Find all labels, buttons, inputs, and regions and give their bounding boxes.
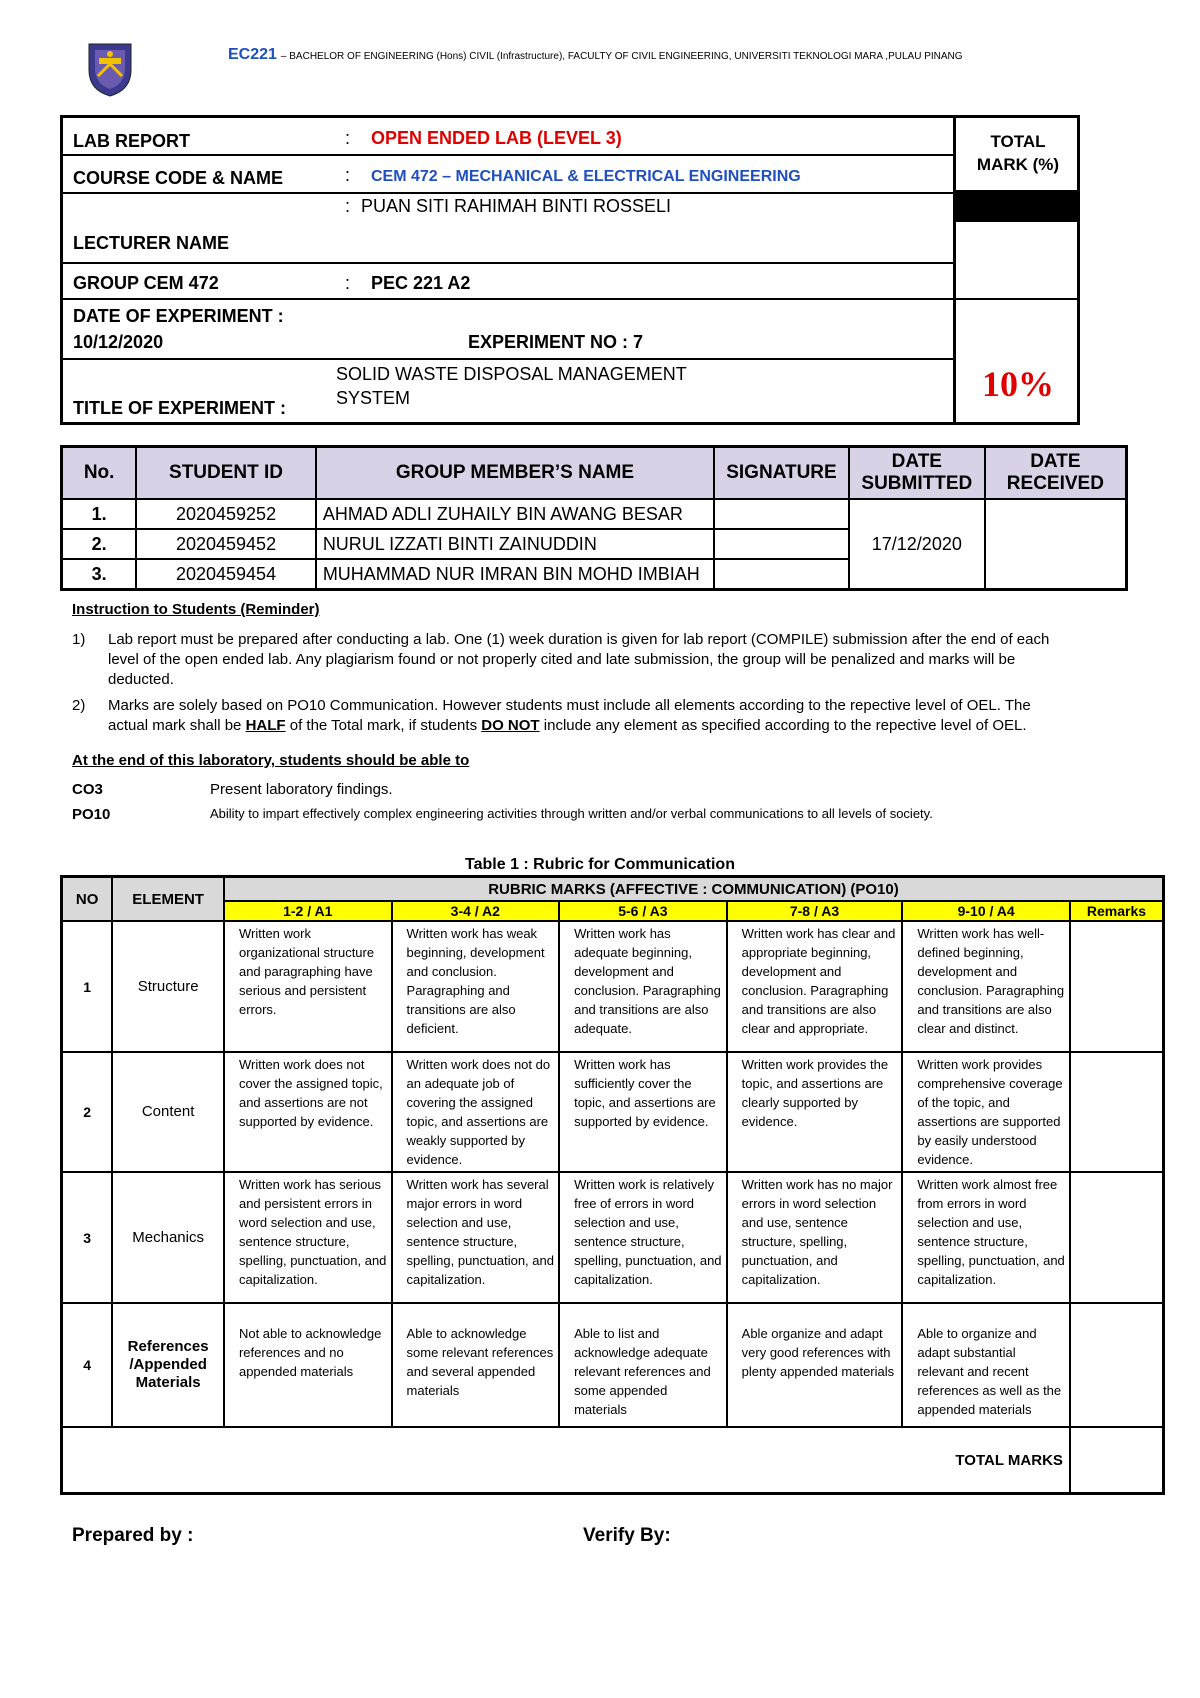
instruction-text xyxy=(108,696,1072,736)
level-header: 5-6 / A3 xyxy=(559,901,727,921)
signature-cell xyxy=(714,529,849,559)
level-header: 7-8 / A3 xyxy=(727,901,903,921)
remarks-cell xyxy=(1070,1052,1164,1172)
date-value: 10/12/2020 xyxy=(73,332,164,352)
remarks-cell xyxy=(1070,1172,1164,1303)
instruction-item xyxy=(72,630,1072,690)
learning-outcomes xyxy=(72,752,1072,823)
lab-info-box xyxy=(60,115,1080,425)
total-mark-value: 10% xyxy=(982,364,1054,404)
rubric-cell: Able to acknowledge some relevant references and several appended materials xyxy=(392,1303,560,1427)
emphasis-do-not: DO NOT xyxy=(481,717,540,734)
emphasis-half: HALF xyxy=(245,717,286,734)
rubric-cell: Written work has no major errors in word selection and use, sentence structure, spelling, punctuation, and capitalization. xyxy=(727,1172,903,1303)
level-header-row xyxy=(62,901,1164,921)
course-value: CEM 472 – MECHANICAL & ELECTRICAL ENGINEERING xyxy=(371,168,801,185)
rubric-cell: Written work does not do an adequate job of covering the assigned topic, and assertions are weakly supported by evidence. xyxy=(392,1052,560,1172)
student-name: MUHAMMAD NUR IMRAN BIN MOHD IMBIAH xyxy=(316,559,714,590)
page-header xyxy=(228,46,963,64)
rubric-no: 4 xyxy=(62,1303,113,1427)
prepared-by: Prepared by : xyxy=(72,1525,194,1546)
instruction-number: 1) xyxy=(72,631,86,648)
course-label: COURSE CODE & NAME xyxy=(73,168,284,188)
date-label: DATE OF EXPERIMENT : xyxy=(73,306,284,326)
rubric-cell: Written work has several major errors in word selection and use, sentence structure, spelling, punctuation, and capitalization. xyxy=(392,1172,560,1303)
title-value-line2: SYSTEM xyxy=(336,388,411,408)
rubric-cell: Able to organize and adapt substantial relevant and recent references as well as the appended materials xyxy=(902,1303,1070,1427)
university-logo xyxy=(85,40,135,98)
colon: : xyxy=(345,196,351,216)
group-label: GROUP CEM 472 xyxy=(73,273,219,293)
instruction-text-part: of the Total mark, if students xyxy=(289,717,478,734)
colon: : xyxy=(345,165,351,185)
rubric-table xyxy=(60,875,1165,1495)
level-header: 3-4 / A2 xyxy=(392,901,560,921)
total-marks-cell xyxy=(1070,1427,1164,1494)
col-header: DATE RECEIVED xyxy=(985,447,1127,500)
student-id: 2020459452 xyxy=(136,529,316,559)
colon: : xyxy=(345,128,351,148)
rubric-cell: Able organize and adapt very good references with plenty appended materials xyxy=(727,1303,903,1427)
student-no: 2. xyxy=(62,529,137,559)
total-mark-bar xyxy=(956,190,1080,220)
date-submitted: 17/12/2020 xyxy=(849,499,985,590)
group-value: PEC 221 A2 xyxy=(371,273,471,293)
rubric-cell: Not able to acknowledge references and no appended materials xyxy=(224,1303,392,1427)
outcome-code: CO3 xyxy=(72,781,103,798)
rubric-cell: Written work has adequate beginning, development and conclusion. Paragraphing and transitions are also adequate. xyxy=(559,921,727,1052)
outcome-code: PO10 xyxy=(72,806,111,823)
table-row xyxy=(62,1172,1164,1303)
col-header: No. xyxy=(62,447,137,500)
col-header: DATE SUBMITTED xyxy=(849,447,985,500)
remarks-header: Remarks xyxy=(1070,901,1164,921)
table-row xyxy=(62,1303,1164,1427)
instruction-text-part: Marks are solely based on PO10 Communication. However students must include all elements according to the repective level of OEL. The actual mark shall be xyxy=(108,697,1031,734)
col-header: GROUP MEMBER’S NAME xyxy=(316,447,714,500)
table-row xyxy=(62,1052,1164,1172)
rubric-cell: Written work organizational structure and paragraphing have serious and persistent errors. xyxy=(224,921,392,1052)
remarks-cell xyxy=(1070,921,1164,1052)
lecturer-label: LECTURER NAME xyxy=(73,233,229,253)
rubric-cell: Written work has weak beginning, development and conclusion. Paragraphing and transitions are also deficient. xyxy=(392,921,560,1052)
total-mark-label xyxy=(956,130,1080,176)
student-name: AHMAD ADLI ZUHAILY BIN AWANG BESAR xyxy=(316,499,714,529)
rubric-element: Mechanics xyxy=(112,1172,224,1303)
students-header-row xyxy=(62,447,1127,500)
table-row xyxy=(62,499,1127,529)
rubric-cell: Written work has clear and appropriate beginning, development and conclusion. Paragraphing and transitions are also clear and appropriate. xyxy=(727,921,903,1052)
marks-header: RUBRIC MARKS (AFFECTIVE : COMMUNICATION) (PO10) xyxy=(224,877,1164,902)
table-row xyxy=(62,921,1164,1052)
student-no: 3. xyxy=(62,559,137,590)
rubric-element: Structure xyxy=(112,921,224,1052)
student-id: 2020459454 xyxy=(136,559,316,590)
instruction-number: 2) xyxy=(72,697,86,714)
experiment-no: EXPERIMENT NO : 7 xyxy=(468,332,644,352)
level-header: 9-10 / A4 xyxy=(902,901,1070,921)
total-marks-label: TOTAL MARKS xyxy=(62,1427,1070,1494)
student-name: NURUL IZZATI BINTI ZAINUDDIN xyxy=(316,529,714,559)
col-header: STUDENT ID xyxy=(136,447,316,500)
outcomes-title: At the end of this laboratory, students should be able to xyxy=(72,752,470,769)
student-id: 2020459252 xyxy=(136,499,316,529)
outcome-text: Present laboratory findings. xyxy=(210,781,393,798)
rubric-cell: Written work has sufficiently cover the topic, and assertions are supported by evidence. xyxy=(559,1052,727,1172)
total-row xyxy=(62,1427,1164,1494)
outcome-row xyxy=(72,781,1072,798)
rubric-no: 1 xyxy=(62,921,113,1052)
rubric-cell: Written work does not cover the assigned topic, and assertions are not supported by evidence. xyxy=(224,1052,392,1172)
rubric-cell: Written work provides comprehensive coverage of the topic, and assertions are supported by easily understood evidence. xyxy=(902,1052,1070,1172)
col-header: SIGNATURE xyxy=(714,447,849,500)
lecturer-value: PUAN SITI RAHIMAH BINTI ROSSELI xyxy=(361,196,672,216)
student-no: 1. xyxy=(62,499,137,529)
element-header: ELEMENT xyxy=(112,877,224,922)
instructions-title: Instruction to Students (Reminder) xyxy=(72,601,320,618)
rubric-cell: Written work is relatively free of errors in word selection and use, sentence structure, spelling, punctuation, and capitalization. xyxy=(559,1172,727,1303)
header-text: – BACHELOR OF ENGINEERING (Hons) CIVIL (Infrastructure), FACULTY OF CIVIL ENGINEERING, UNIVERSITI TEKNOLOGI MARA ,PULAU PINANG xyxy=(280,51,963,62)
remarks-cell xyxy=(1070,1303,1164,1427)
rubric-cell: Able to list and acknowledge adequate relevant references and some appended materials xyxy=(559,1303,727,1427)
signature-cell xyxy=(714,559,849,590)
date-received xyxy=(985,499,1127,590)
rubric-header-row xyxy=(62,877,1164,902)
rubric-cell: Written work has well-defined beginning, development and conclusion. Paragraphing and transitions are also clear and distinct. xyxy=(902,921,1070,1052)
colon: : xyxy=(345,273,351,293)
verify-by: Verify By: xyxy=(583,1525,671,1546)
rubric-cell: Written work has serious and persistent errors in word selection and use, sentence structure, spelling, punctuation, and capitalization. xyxy=(224,1172,392,1303)
lab-report-value: OPEN ENDED LAB (LEVEL 3) xyxy=(371,128,622,148)
students-table xyxy=(60,445,1128,591)
rubric-element: References /Appended Materials xyxy=(112,1303,224,1427)
no-header: NO xyxy=(62,877,113,922)
rubric-no: 2 xyxy=(62,1052,113,1172)
lab-report-label: LAB REPORT xyxy=(73,131,190,151)
rubric-no: 3 xyxy=(62,1172,113,1303)
outcome-text: Ability to impart effectively complex engineering activities through written and/or verbal communications to all levels of society. xyxy=(210,806,933,821)
total-mark-line2: MARK (%) xyxy=(976,155,1060,174)
instruction-text-part: include any element as specified according to the repective level of OEL. xyxy=(543,717,1027,734)
rubric-element: Content xyxy=(112,1052,224,1172)
instruction-text: Lab report must be prepared after conducting a lab. One (1) week duration is given for lab report (COMPILE) submission after the end of each level of the open ended lab. Any plagiarism found or not properly cited and late submission, the group will be penalized and marks will be deducted. xyxy=(108,631,1050,688)
instruction-item xyxy=(72,696,1072,736)
header-code: EC221 xyxy=(228,46,277,63)
title-label: TITLE OF EXPERIMENT : xyxy=(73,398,287,418)
signature-cell xyxy=(714,499,849,529)
rubric-cell: Written work almost free from errors in word selection and use, sentence structure, spelling, punctuation, and capitalization. xyxy=(902,1172,1070,1303)
rubric-cell: Written work provides the topic, and assertions are clearly supported by evidence. xyxy=(727,1052,903,1172)
total-mark-line1: TOTAL xyxy=(990,132,1046,151)
rubric-title: Table 1 : Rubric for Communication xyxy=(465,856,735,873)
instructions xyxy=(72,600,1072,736)
outcome-row xyxy=(72,806,1072,823)
title-value-line1: SOLID WASTE DISPOSAL MANAGEMENT xyxy=(336,364,687,384)
level-header: 1-2 / A1 xyxy=(224,901,392,921)
